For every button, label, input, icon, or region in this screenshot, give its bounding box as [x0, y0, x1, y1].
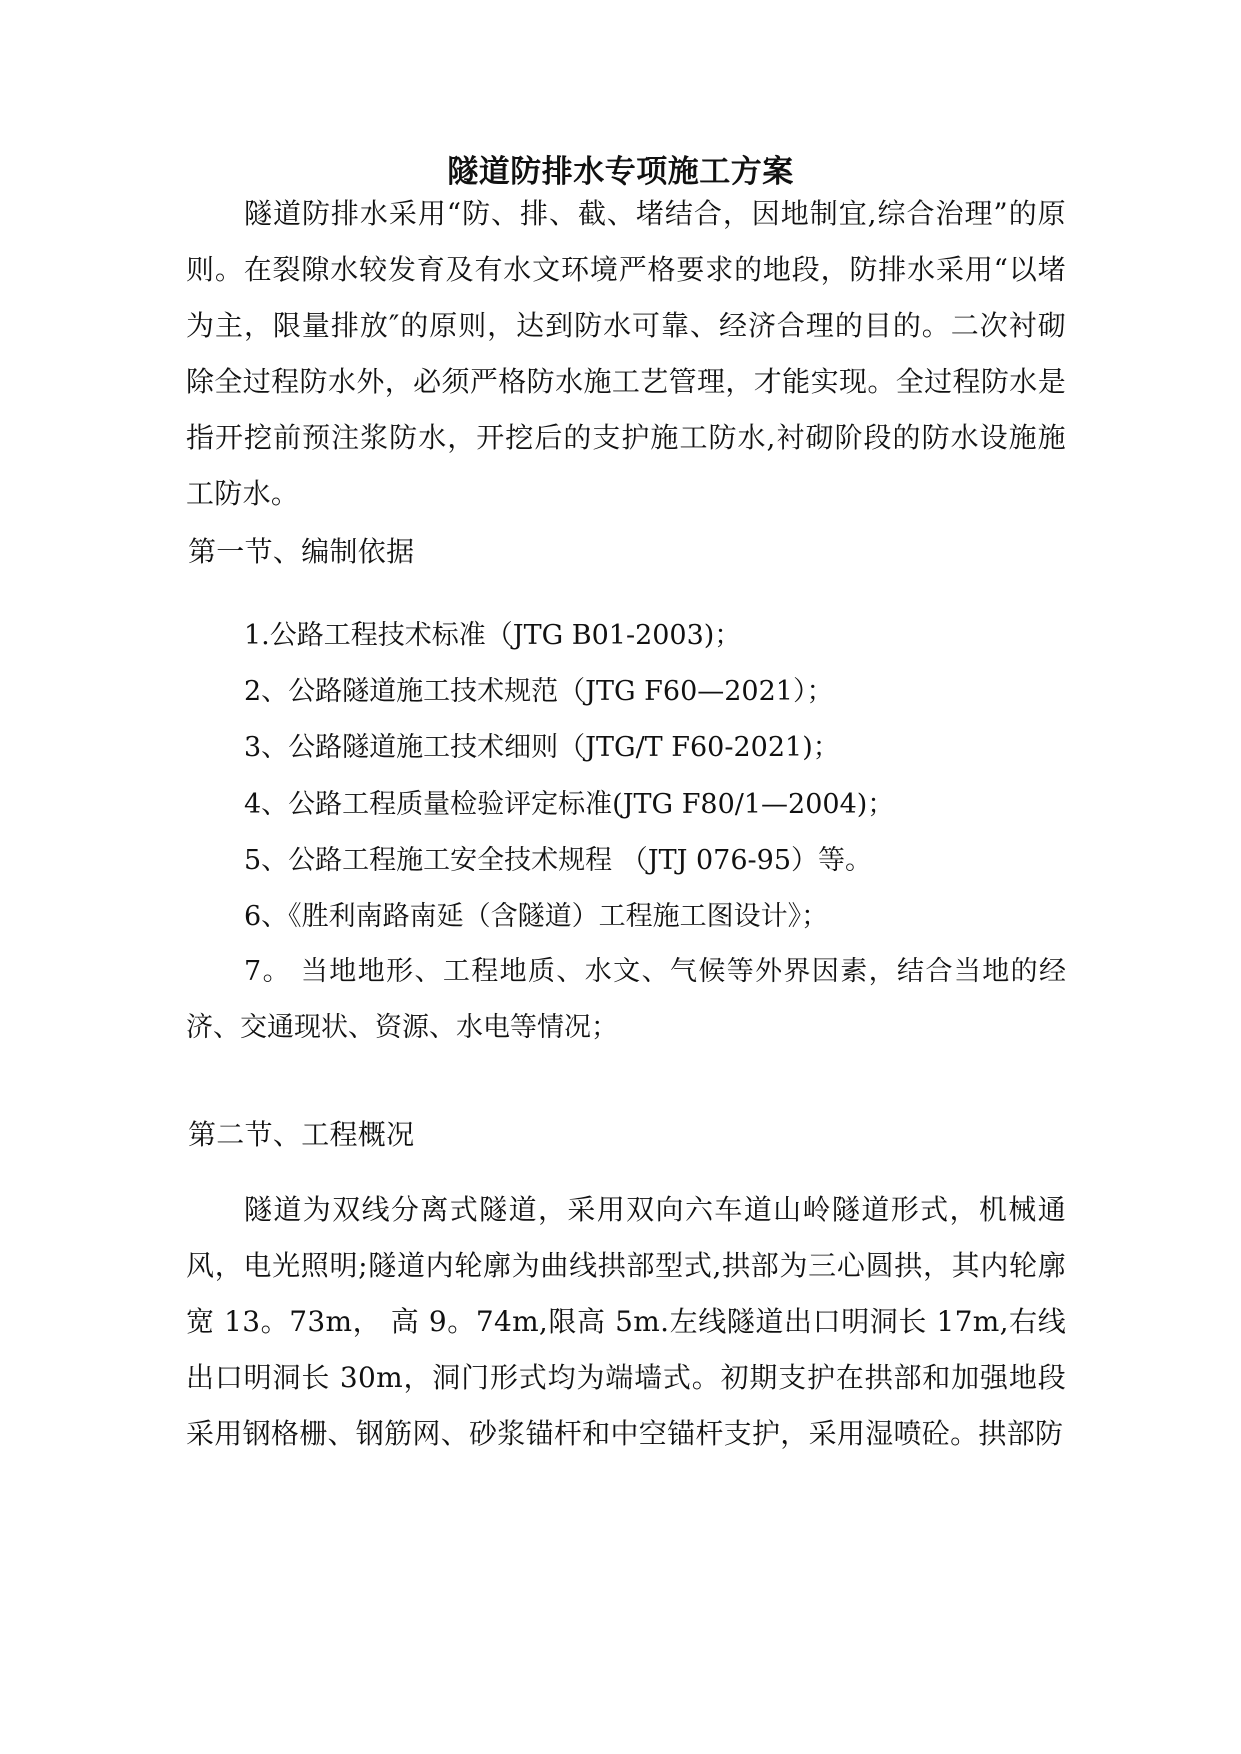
basis-item-6: 6、《胜利南路南延（含隧道）工程施工图设计》；: [244, 901, 829, 932]
basis-item-3: 3、公路隧道施工技术细则（JTG/T F60-2021)；: [244, 732, 840, 763]
basis-item-5: 5、公路工程施工安全技术规程 （JTJ 076-95）等。: [244, 845, 873, 876]
basis-item-2: 2、公路隧道施工技术规范（JTG F60—2021）；: [244, 676, 834, 707]
intro-paragraph: 隧道防排水采用“防、排、截、堵结合，因地制宜,综合治理”的原则。在裂隙水较发育及有水文环境严格要求的地段，防排水采用“以堵为主，限量排放″的原则，达到防水可靠、经济合理的目的。二次衬砌除全过程防水外，必须严格防水施工艺管理，才能实现。全过程防水是指开挖前预注浆防水，开挖后的支护施工防水,衬砌阶段的防水设施施工防水。: [186, 197, 1066, 510]
basis-item-4: 4、公路工程质量检验评定标准(JTG F80/1—2004)；: [244, 789, 895, 820]
basis-item-7: 7。 当地地形、工程地质、水文、气候等外界因素，结合当地的经济、交通现状、资源、水电等情况；: [186, 956, 1066, 1043]
overview-paragraph: 隧道为双线分离式隧道，采用双向六车道山岭隧道形式，机械通风，电光照明;隧道内轮廓为曲线拱部型式,拱部为三心圆拱，其内轮廓宽 13。73m， 高 9。74m,限高 5m.左线隧道出口明洞长 17m,右线出口明洞长 30m，洞门形式均为端墙式。初期支护在拱部和加强地段采用钢格栅、钢筋网、砂浆锚杆和中空锚杆支护，采用湿喷砼。拱部防: [186, 1193, 1066, 1450]
section-heading-overview: 第二节、工程概况: [188, 1118, 415, 1151]
document-title: 隧道防排水专项施工方案: [447, 154, 794, 190]
basis-item-1: 1.公路工程技术标准（JTG B01-2003)；: [244, 620, 742, 651]
section-heading-basis: 第一节、编制依据: [188, 535, 415, 568]
